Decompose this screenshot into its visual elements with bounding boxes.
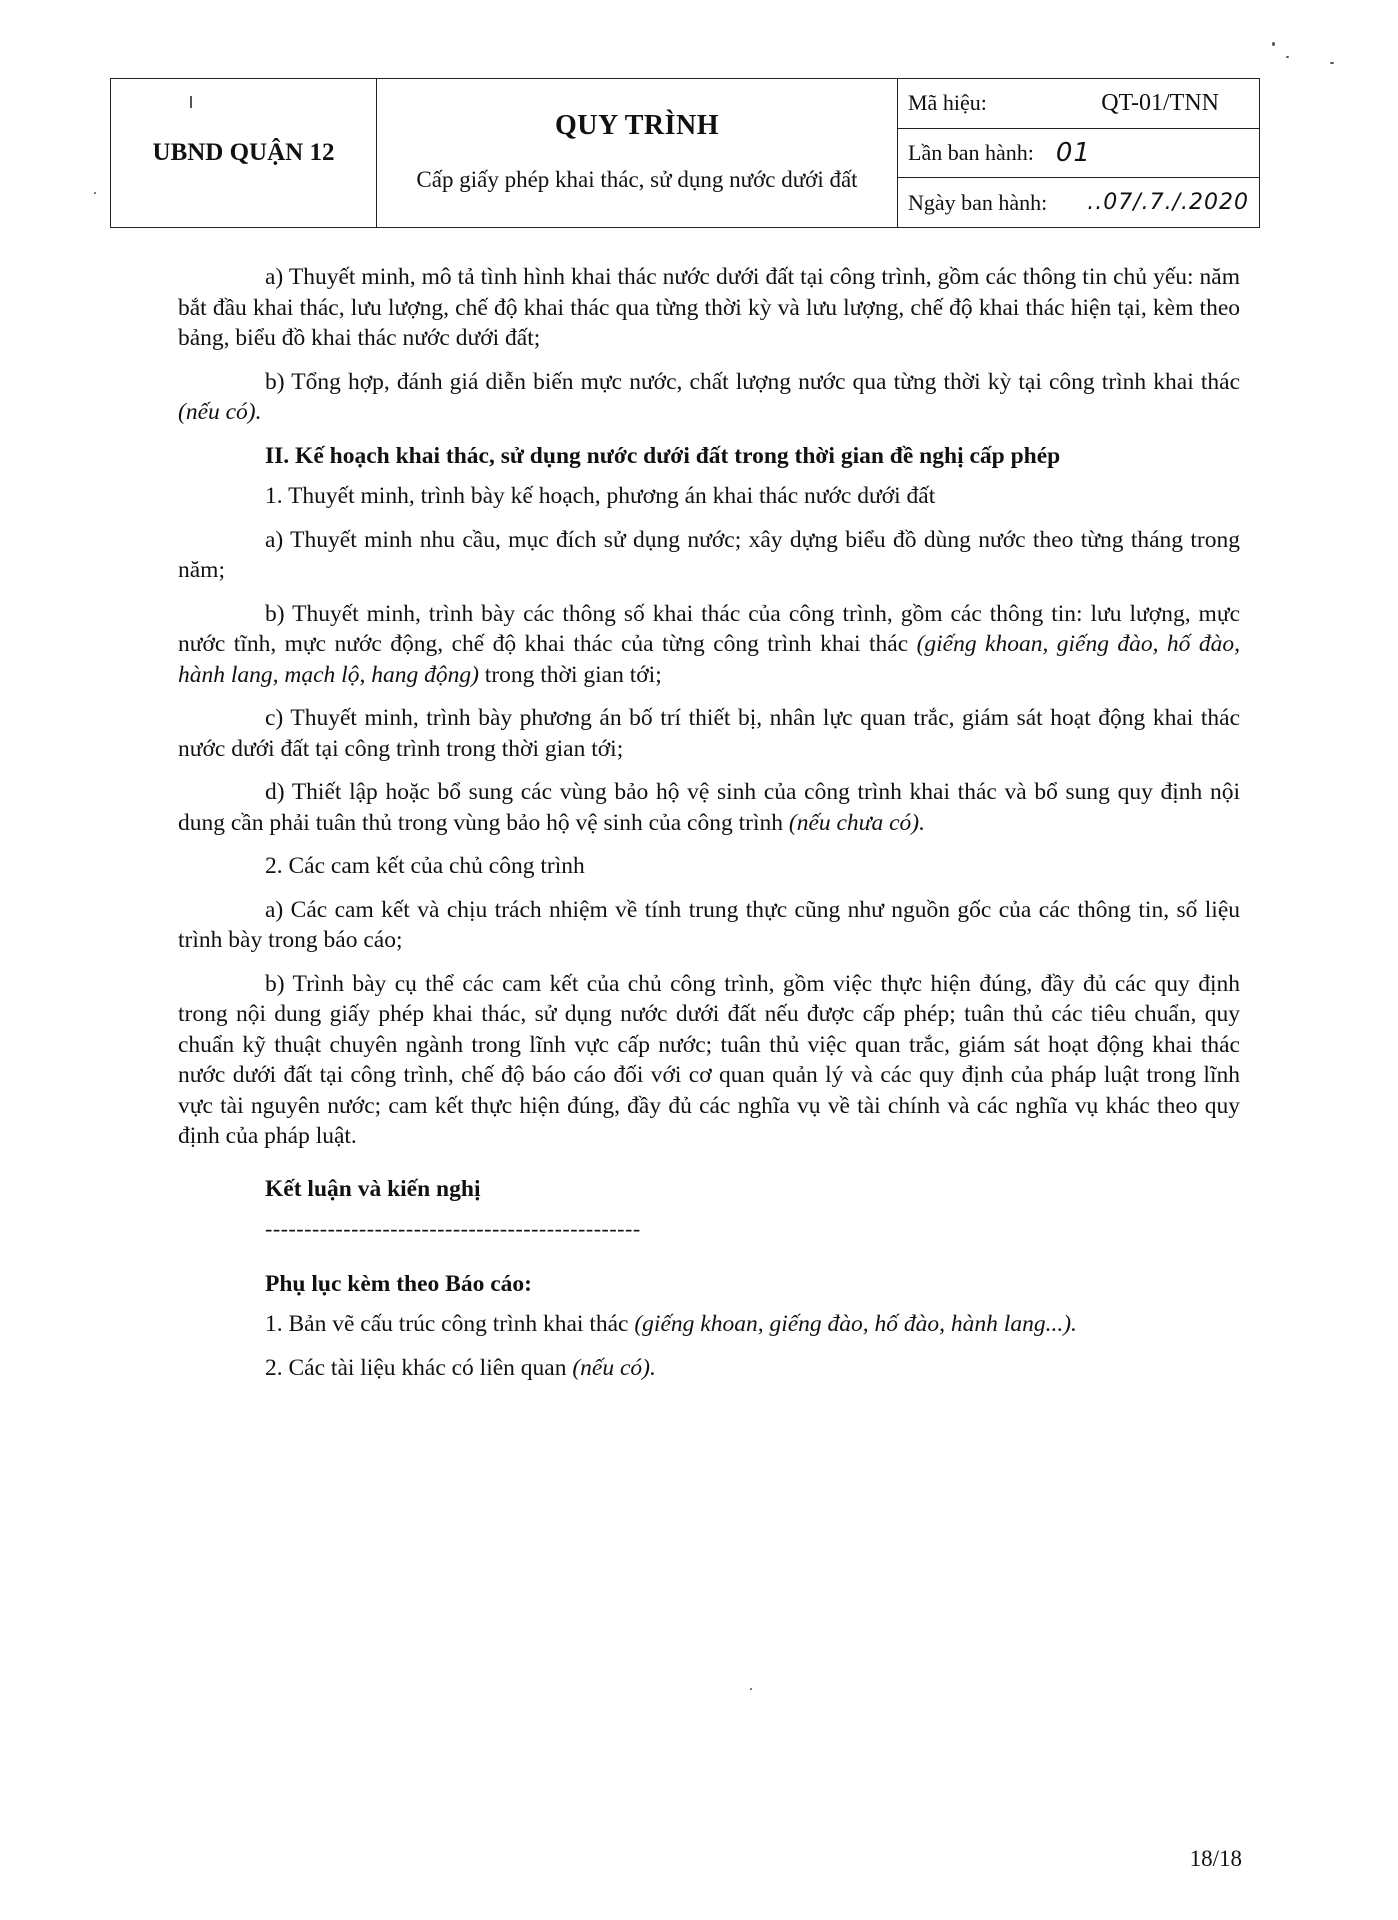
doc-subject: Cấp giấy phép khai thác, sử dụng nước dưới đất	[416, 167, 858, 192]
page-number: 18/18	[1189, 1846, 1242, 1871]
paragraph: a) Thuyết minh, mô tả tình hình khai thác nước dưới đất tại công trình, gồm các thông tin chủ yếu: năm bắt đầu khai thác, lưu lượng, chế độ khai thác qua từng thời kỳ và lưu lượng, chế độ khai thác hiện tại, kèm theo bảng, biểu đồ khai thác nước dưới đất;	[178, 264, 1240, 351]
scan-speck	[1330, 62, 1334, 64]
scan-speck	[94, 192, 96, 194]
scan-speck	[190, 96, 192, 108]
issue-label: Lần ban hành:	[908, 139, 1034, 165]
appendix-text: 2. Các tài liệu khác có liên quan	[265, 1354, 573, 1381]
paragraph: a) Các cam kết và chịu trách nhiệm về tính trung thực cũng như nguồn gốc của các thông tin, số liệu trình bày trong báo cáo;	[178, 896, 1240, 953]
code-label: Mã hiệu:	[908, 90, 987, 116]
paragraph-text: trong thời gian tới;	[478, 661, 662, 688]
appendix-heading: Phụ lục kèm theo Báo cáo:	[265, 1270, 532, 1297]
section-heading: II. Kế hoạch khai thác, sử dụng nước dưới đất trong thời gian đề nghị cấp phép	[265, 442, 1061, 469]
paragraph: a) Thuyết minh nhu cầu, mục đích sử dụng nước; xây dựng biểu đồ dùng nước theo từng tháng trong năm;	[178, 526, 1240, 583]
paragraph	[178, 599, 1240, 691]
date-value: ..07/.7./.2020	[1087, 190, 1249, 216]
appendix-item	[178, 1353, 1240, 1384]
org-name: UBND QUẬN 12	[111, 79, 377, 228]
paragraph-text: b) Thuyết minh, trình bày các thông số khai thác của công trình, gồm các thông tin: lưu lượng, mực nước tĩnh, mực nước động, chế độ khai thác của từng công trình khai thác	[178, 600, 1240, 657]
paragraph	[178, 777, 1240, 838]
paragraph: b) Trình bày cụ thể các cam kết của chủ công trình, gồm việc thực hiện đúng, đầy đủ các quy định trong nội dung giấy phép khai thác, sử dụng nước dưới đất nếu được cấp phép; tuân thủ các tiêu chuẩn, quy chuẩn kỹ thuật chuyên ngành trong lĩnh vực cấp nước; tuân thủ việc quan trắc, giám sát hoạt động khai thác nước dưới đất tại công trình, chế độ báo cáo đối với cơ quan quản lý và các quy định của pháp luật trong lĩnh vực tài nguyên nước; cam kết thực hiện đúng, đầy đủ các nghĩa vụ về tài chính và các nghĩa vụ khác theo quy định của pháp luật.	[178, 970, 1240, 1149]
issue-cell	[898, 128, 1260, 178]
date-cell	[898, 178, 1260, 228]
date-label: Ngày ban hành:	[908, 189, 1048, 215]
paragraph: 2. Các cam kết của chủ công trình	[265, 853, 585, 879]
paragraph: c) Thuyết minh, trình bày phương án bố trí thiết bị, nhân lực quan trắc, giám sát hoạt động khai thác nước dưới đất tại công trình trong thời gian tới;	[178, 705, 1240, 762]
paragraph-italic: (nếu chưa có).	[788, 809, 926, 836]
code-cell	[898, 79, 1260, 129]
paragraph-text: d) Thiết lập hoặc bổ sung các vùng bảo hộ vệ sinh của công trình khai thác và bổ sung quy định nội dung cần phải tuân thủ trong vùng bảo hộ vệ sinh của công trình	[178, 779, 1240, 836]
paragraph-text: b) Tổng hợp, đánh giá diễn biến mực nước, chất lượng nước qua từng thời kỳ tại công trình khai thác	[265, 368, 1240, 395]
title-cell	[377, 79, 898, 228]
header-table	[110, 78, 1260, 228]
paragraph	[178, 367, 1240, 428]
scan-speck	[1272, 42, 1275, 46]
scan-speck	[750, 1688, 752, 1690]
scan-speck	[1286, 56, 1289, 58]
appendix-italic: (nếu có).	[572, 1354, 656, 1381]
code-value: QT-01/TNN	[1101, 89, 1219, 116]
doc-type: QUY TRÌNH	[555, 110, 719, 141]
paragraph: 1. Thuyết minh, trình bày kế hoạch, phương án khai thác nước dưới đất	[265, 483, 936, 509]
appendix-item	[178, 1309, 1240, 1340]
paragraph-italic: (nếu có).	[178, 399, 262, 425]
appendix-italic: (giếng khoan, giếng đào, hố đào, hành lang...).	[634, 1311, 1077, 1337]
paragraph-italic: (giếng khoan, giếng đào, hố đào, hành lang, mạch lộ, hang động)	[178, 631, 1240, 688]
document-body	[178, 262, 1240, 1396]
issue-value: 01	[1055, 137, 1091, 168]
appendix-text: 1. Bản vẽ cấu trúc công trình khai thác	[265, 1311, 635, 1337]
conclusion-heading: Kết luận và kiến nghị	[265, 1175, 481, 1202]
dashed-separator: ------------------------------------------------	[265, 1216, 641, 1241]
